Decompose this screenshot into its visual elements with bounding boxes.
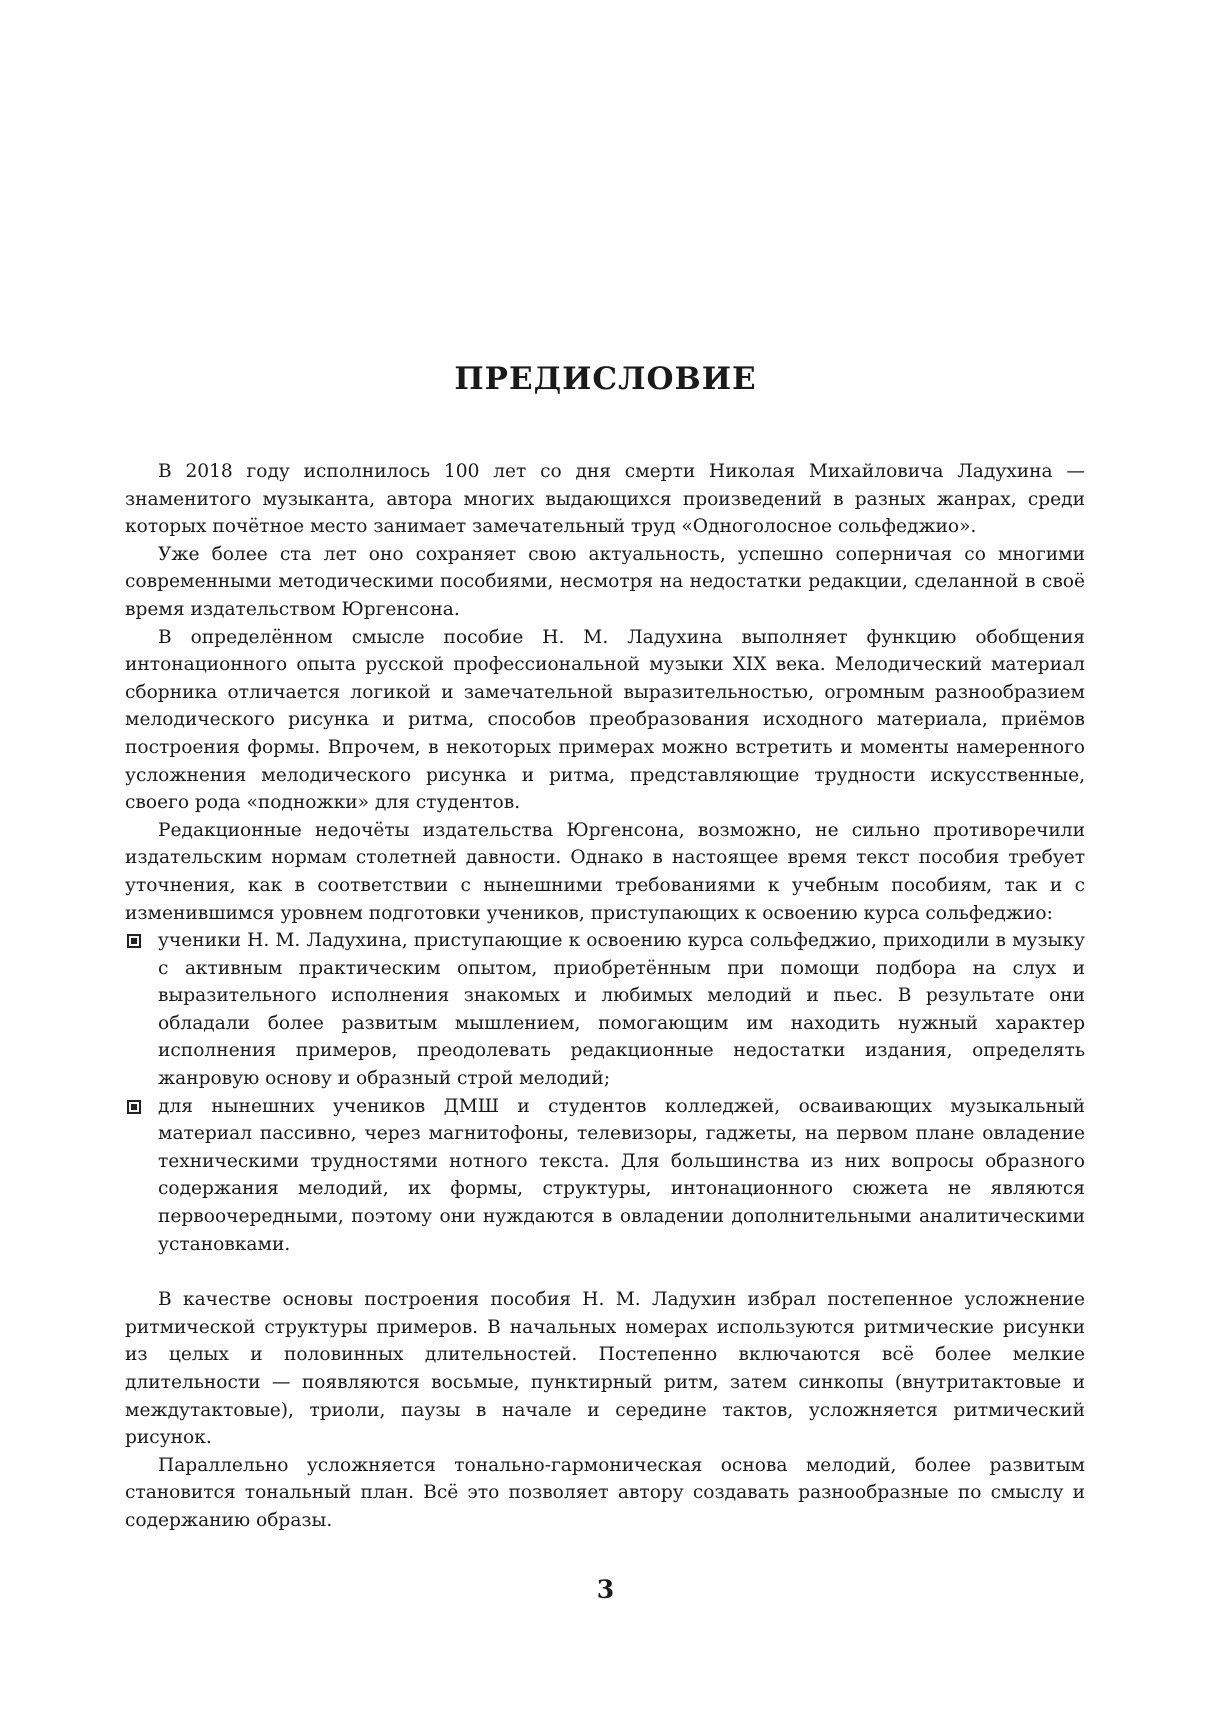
paragraph-4: Редакционные недочёты издательства Юргенсона, возможно, не сильно противоречили издательским нормам столетней давности. Однако в настоящее время текст пособия требует уточнения, как в соответствии с нынешними требованиями к учебным пособиям, так и с изменившимся уровнем подготовки учеников, приступающих к освоению курса сольфеджио: <box>125 819 1085 924</box>
list-item <box>125 1093 1085 1259</box>
paragraph-6: Параллельно усложняется тонально-гармоническая основа мелодий, более развитым становится тональный план. Всё это позволяет автору создавать разнообразные по смыслу и содержанию образы. <box>125 1454 1085 1531</box>
bullet-list <box>125 927 1085 1258</box>
list-item-text: ученики Н. М. Ладухина, приступающие к освоению курса сольфеджио, приходили в музыку с активным практическим опытом, приобретённым при помощи подбора на слух и выразительного исполнения знакомых и любимых мелодий и пьес. В результате они обладали более развитым мышлением, помогающим им находить нужный характер исполнения примеров, преодолевать редакционные недостатки издания, определять жанровую основу и образный строй мелодий; <box>158 930 1085 1090</box>
list-item-text: для нынешних учеников ДМШ и студентов колледжей, осваивающих музыкальный материал пассивно, через магнитофоны, телевизоры, гаджеты, на первом плане овладение техническими трудностями нотного текста. Для большинства из них вопросы образного содержания мелодий, их формы, структуры, интонационного сюжета не являются первоочередными, поэтому они нуждаются в овладении дополнительными аналитическими установками. <box>158 1095 1085 1255</box>
paragraph-3: В определённом смысле пособие Н. М. Ладухина выполняет функцию обобщения интонационного опыта русской профессиональной музыки XIX века. Мелодический материал сборника отличается логикой и замечательной выразительностью, огромным разнообразием мелодического рисунка и ритма, способов преобразования исходного материала, приёмов построения формы. Впрочем, в некоторых примерах можно встретить и моменты намеренного усложнения мелодического рисунка и ритма, представляющие трудности искусственные, своего рода «подножки» для студентов. <box>125 626 1085 814</box>
paragraph-2: Уже более ста лет оно сохраняет свою актуальность, успешно соперничая со многими современными методическими пособиями, несмотря на недостатки редакции, сделанной в своё время издательством Юргенсона. <box>125 543 1085 620</box>
square-bullet-icon <box>127 1100 141 1114</box>
page-number: 3 <box>596 1575 615 1604</box>
square-bullet-icon <box>127 934 141 948</box>
list-item <box>125 927 1085 1093</box>
page-title: ПРЕДИСЛОВИЕ <box>454 361 757 397</box>
paragraph-5: В качестве основы построения пособия Н. М. Ладухин избрал постепенное усложнение ритмической структуры примеров. В начальных номерах используются ритмические рисунки из целых и половинных длительностей. Постепенно включаются всё более мелкие длительности — появляются восьмые, пунктирный ритм, затем синкопы (внутритактовые и междутактовые), триоли, паузы в начале и середине тактов, усложняется ритмический рисунок. <box>125 1289 1085 1449</box>
main-text <box>125 458 1085 1535</box>
paragraph-1: В 2018 году исполнилось 100 лет со дня смерти Николая Михайловича Ладухина — знаменитого музыканта, автора многих выдающихся произведений в разных жанрах, среди которых почётное место занимает замечательный труд «Одноголосное сольфеджио». <box>125 461 1085 538</box>
